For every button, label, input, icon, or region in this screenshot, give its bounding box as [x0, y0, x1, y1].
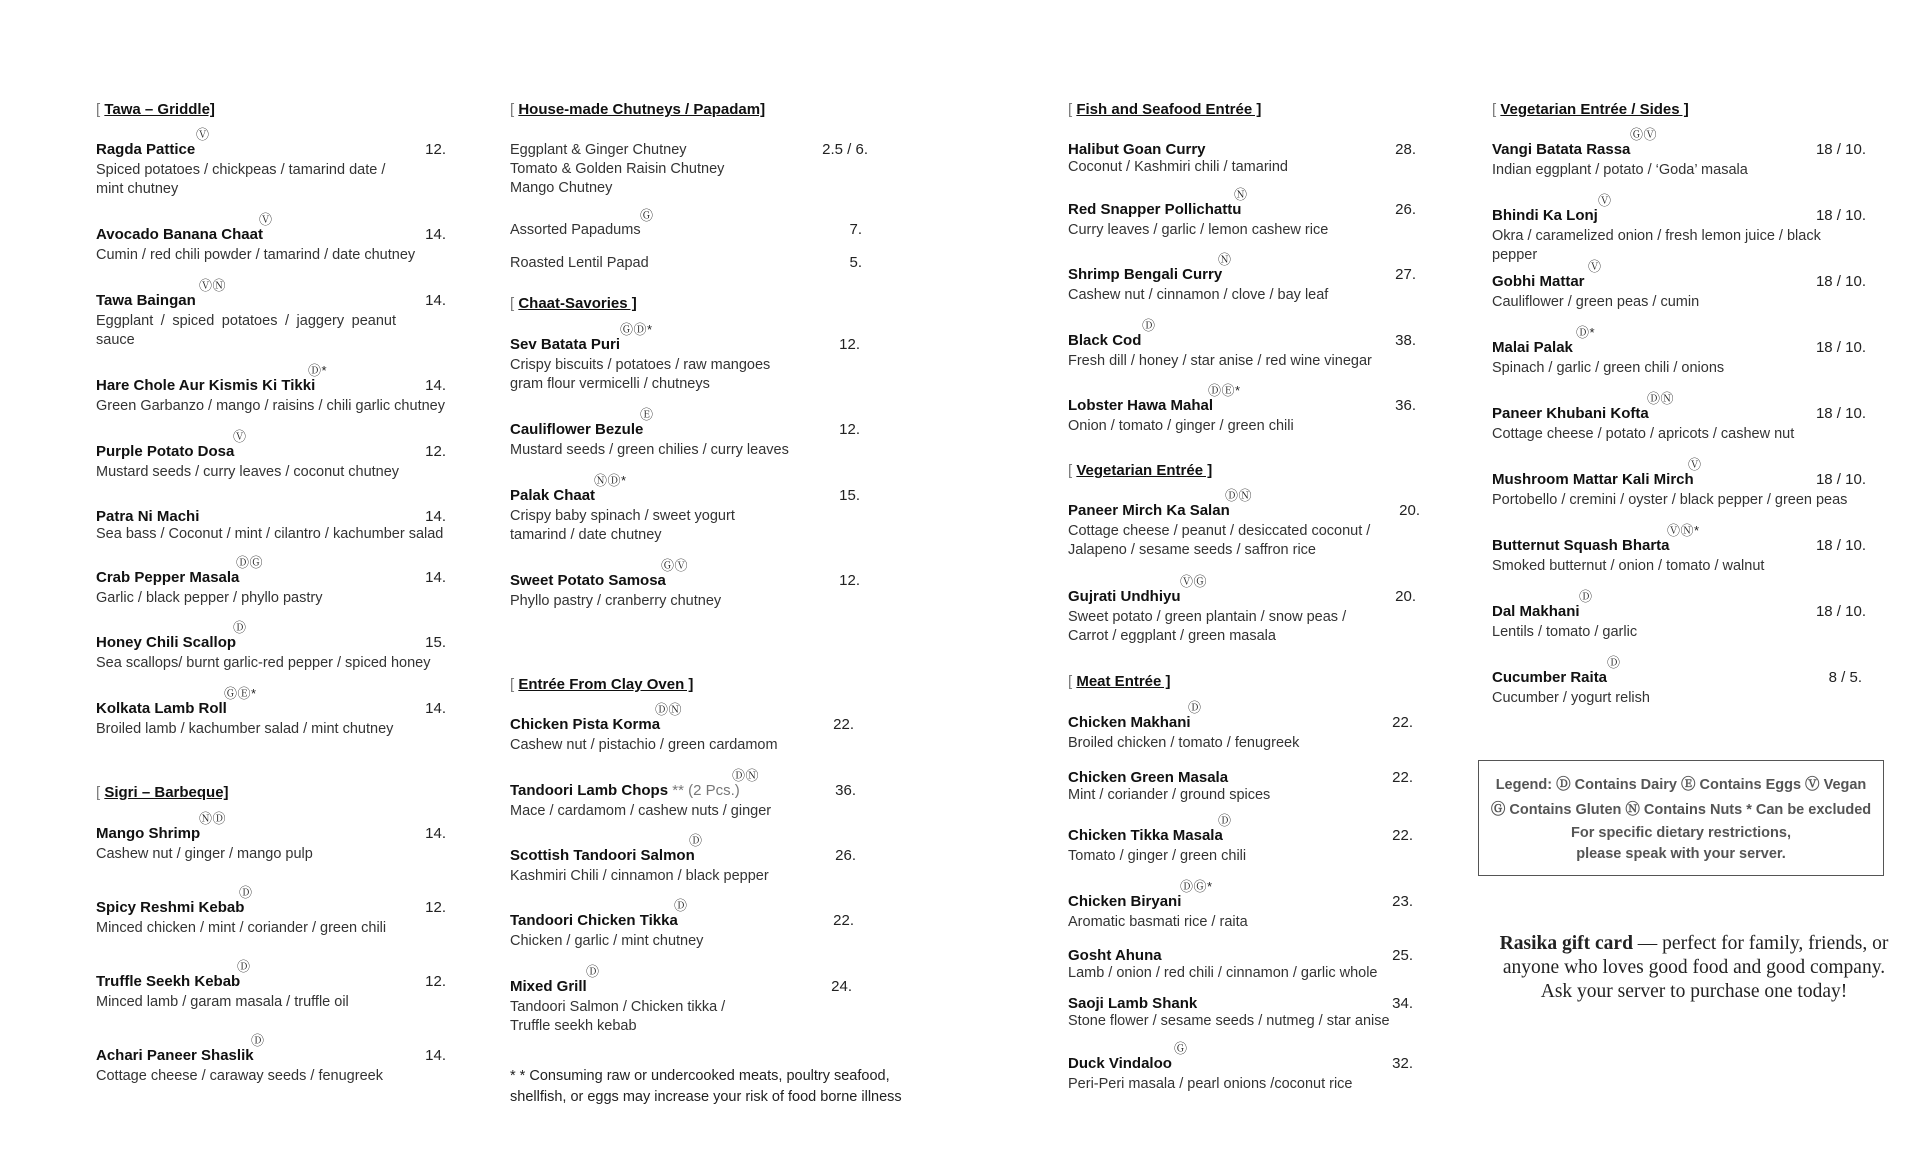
item-description: Cashew nut / ginger / mango pulp: [96, 846, 313, 862]
dietary-tags: Ⓓ: [674, 898, 688, 913]
item-price: 28.: [1395, 141, 1416, 158]
item-price: 36.: [1395, 397, 1416, 414]
dietary-tags: Ⓥ: [1688, 457, 1702, 472]
item-name: Chicken Makhani: [1068, 714, 1191, 731]
item-description: Spinach / garlic / green chili / onions: [1492, 360, 1725, 376]
item-name: Tandoori Lamb Chops: [510, 782, 669, 799]
item-name: Scottish Tandoori Salmon: [510, 847, 695, 864]
dietary-tags: ⓋⓃ: [199, 278, 227, 293]
item-price: 5.: [849, 254, 862, 271]
chutney-line: Mango Chutney: [510, 180, 613, 196]
food-safety-note: * * Consuming raw or undercooked meats, poultry seafood, shellfish, or eggs may increase your risk of food borne illness: [510, 1068, 902, 1105]
item-name: Truffle Seekh Kebab: [96, 973, 241, 990]
item-price: 12.: [839, 572, 860, 589]
item-description: Crispy biscuits / potatoes / raw mangoes gram flour vermicelli / chutneys: [510, 357, 771, 392]
item-name: Purple Potato Dosa: [96, 443, 235, 460]
menu-item: [96, 959, 446, 1012]
item-name: Spicy Reshmi Kebab: [96, 899, 245, 916]
item-price: 34.: [1392, 995, 1413, 1012]
item-name: Paneer Mirch Ka Salan: [1068, 502, 1230, 519]
legend-line: please speak with your server.: [1576, 846, 1786, 862]
menu-item: [1068, 318, 1416, 371]
item-price: 38.: [1395, 332, 1416, 349]
item-price: 12.: [425, 443, 446, 460]
menu-item: [510, 833, 856, 886]
menu-item: [1068, 574, 1416, 646]
menu-item: [1492, 391, 1866, 444]
item-name: Mixed Grill: [510, 978, 587, 995]
menu-item: [96, 620, 446, 673]
item-name: Dal Makhani: [1492, 603, 1580, 620]
item-description: Mustard seeds / curry leaves / coconut chutney: [96, 464, 400, 480]
item-price: 23.: [1392, 893, 1413, 910]
menu-item: [510, 473, 860, 545]
item-name: Palak Chaat: [510, 487, 596, 504]
menu-item: [1068, 383, 1416, 436]
menu-item: [1068, 141, 1416, 177]
dietary-tags: Ⓖ: [640, 208, 654, 223]
item-description: Stone flower / sesame seeds / nutmeg / star anise: [1068, 1013, 1390, 1029]
item-description: Cucumber / yogurt relish: [1492, 690, 1650, 706]
menu-item: [1492, 655, 1862, 708]
section-title-meat: [ Meat Entrée ]: [1068, 673, 1171, 690]
section-title-fish: [ Fish and Seafood Entrée ]: [1068, 101, 1262, 118]
item-price: 14.: [425, 377, 446, 394]
menu-item: [1068, 813, 1413, 866]
menu-item: [1492, 457, 1866, 510]
menu-item: [1068, 187, 1416, 240]
item-description: Cauliflower / green peas / cumin: [1492, 294, 1700, 310]
dietary-tags: ⒹⓃ: [1225, 488, 1253, 503]
item-description: Peri-Peri masala / pearl onions /coconut rice: [1068, 1076, 1353, 1092]
item-name: Red Snapper Pollichattu: [1068, 201, 1242, 218]
item-name: Halibut Goan Curry: [1068, 141, 1206, 158]
item-price: 22.: [833, 716, 854, 733]
dietary-tags: Ⓓ: [239, 885, 253, 900]
section-title-tawa: [ Tawa – Griddle]: [96, 101, 215, 118]
section-title-chutneys: [ House-made Chutneys / Papadam]: [510, 101, 766, 118]
item-description: Mint / coriander / ground spices: [1068, 787, 1271, 803]
item-name: Duck Vindaloo: [1068, 1055, 1172, 1072]
item-price: 12.: [839, 421, 860, 438]
item-name: Lobster Hawa Mahal: [1068, 397, 1214, 414]
dietary-tags: ⒼⓋ: [661, 558, 689, 573]
item-price: 22.: [1392, 714, 1413, 731]
dietary-tags: Ⓓ*: [1576, 325, 1596, 340]
item-description: Smoked butternut / onion / tomato / walnut: [1492, 558, 1765, 574]
item-name: Kolkata Lamb Roll: [96, 700, 227, 717]
item-description: Spiced potatoes / chickpeas / tamarind date / mint chutney: [96, 162, 386, 197]
item-price: 22.: [833, 912, 854, 929]
menu-item: [510, 702, 854, 755]
section-title-chaat: [ Chaat-Savories ]: [510, 295, 637, 312]
menu-item: [510, 322, 860, 394]
dietary-tags: ⒼⒹ*: [620, 322, 653, 337]
item-price: 14.: [425, 569, 446, 586]
dietary-legend: [1478, 760, 1884, 876]
item-description: Mustard seeds / green chilies / curry leaves: [510, 442, 789, 458]
item-description: Minced lamb / garam masala / truffle oil: [96, 994, 349, 1010]
item-price: 14.: [425, 1047, 446, 1064]
menu-item: [96, 212, 446, 265]
dietary-tags: Ⓓ: [251, 1033, 265, 1048]
item-description: Coconut / Kashmiri chili / tamarind: [1068, 159, 1288, 175]
item-price: 18 / 10.: [1815, 207, 1866, 224]
item-name: Sweet Potato Samosa: [510, 572, 666, 589]
item-price: 8 / 5.: [1828, 669, 1862, 686]
item-description: Cashew nut / pistachio / green cardamom: [510, 737, 778, 753]
chutney-line: Tomato & Golden Raisin Chutney: [510, 161, 725, 177]
item-price: 18 / 10.: [1815, 603, 1866, 620]
item-name: Mango Shrimp: [96, 825, 201, 842]
item-description: Sea scallops/ burnt garlic-red pepper / spiced honey: [96, 655, 431, 671]
menu-item: [1068, 700, 1413, 753]
item-description: Portobello / cremini / oyster / black pepper / green peas: [1492, 492, 1848, 508]
item-name: Chicken Biryani: [1068, 893, 1182, 910]
chutney-list: [510, 141, 868, 198]
item-price: 18 / 10.: [1815, 339, 1866, 356]
item-price: 12.: [425, 899, 446, 916]
menu-item: [1068, 1041, 1413, 1094]
menu-item: [1068, 995, 1413, 1031]
menu-item: [96, 278, 446, 350]
gift-card-title: Rasika gift card: [1499, 933, 1633, 954]
section-title-sigri: [ Sigri – Barbeque]: [96, 784, 229, 801]
dietary-tags: ⒼⓋ: [1630, 127, 1658, 142]
item-name: Avocado Banana Chaat: [96, 226, 263, 243]
dietary-tags: Ⓥ: [1588, 259, 1602, 274]
dietary-tags: ⒼⒺ*: [224, 686, 257, 701]
menu-item: [96, 1033, 446, 1086]
item-name: Achari Paneer Shaslik: [96, 1047, 254, 1064]
item-name: Saoji Lamb Shank: [1068, 995, 1198, 1012]
menu-item: [1492, 193, 1866, 265]
item-price: 14.: [425, 226, 446, 243]
gift-card-text: — perfect for family, friends, or: [1632, 933, 1889, 954]
gift-card-text: Ask your server to purchase one today!: [1540, 981, 1848, 1002]
item-name: Malai Palak: [1492, 339, 1573, 356]
legend-line: Ⓖ Contains Gluten Ⓝ Contains Nuts * Can be excluded: [1490, 802, 1872, 818]
item-price: 26.: [835, 847, 856, 864]
menu-item: [96, 363, 446, 416]
item-name: Chicken Green Masala: [1068, 769, 1229, 786]
legend-line: For specific dietary restrictions,: [1571, 825, 1791, 841]
menu-item: [1068, 252, 1416, 305]
item-price: 24.: [831, 978, 852, 995]
item-description: Cottage cheese / caraway seeds / fenugreek: [96, 1068, 383, 1084]
item-name: Assorted Papadums: [510, 222, 641, 238]
item-description: Lamb / onion / red chili / cinnamon / garlic whole: [1068, 965, 1378, 981]
item-description: Kashmiri Chili / cinnamon / black pepper: [510, 868, 769, 884]
item-price: 12.: [425, 973, 446, 990]
item-portion-note: ** (2 Pcs.): [672, 782, 740, 799]
item-description: Tomato / ginger / green chili: [1068, 848, 1247, 864]
item-name: Vangi Batata Rassa: [1492, 141, 1631, 158]
item-description: Eggplant / spiced potatoes / jaggery peanut sauce: [96, 313, 396, 348]
item-name: Crab Pepper Masala: [96, 569, 240, 586]
item-name: Tawa Baingan: [96, 292, 196, 309]
item-name: Black Cod: [1068, 332, 1142, 349]
item-description: Okra / caramelized onion / fresh lemon juice / black pepper: [1492, 228, 1821, 263]
dietary-tags: ⓃⒹ: [199, 811, 227, 826]
dietary-tags: Ⓝ: [1234, 187, 1248, 202]
menu-item: [1068, 879, 1413, 932]
item-description: Phyllo pastry / cranberry chutney: [510, 593, 722, 609]
item-price: 36.: [835, 782, 856, 799]
item-description: Sea bass / Coconut / mint / cilantro / kachumber salad: [96, 526, 444, 542]
dietary-tags: ⓋⓃ*: [1667, 523, 1700, 538]
item-name: Paneer Khubani Kofta: [1492, 405, 1649, 422]
item-description: Chicken / garlic / mint chutney: [510, 933, 704, 949]
menu-item: [96, 127, 446, 199]
item-name: Cucumber Raita: [1492, 669, 1608, 686]
item-price: 22.: [1392, 769, 1413, 786]
item-price: 18 / 10.: [1815, 273, 1866, 290]
dietary-tags: Ⓥ: [233, 429, 247, 444]
dietary-tags: Ⓓ: [237, 959, 251, 974]
dietary-tags: Ⓓ: [689, 833, 703, 848]
item-price: 20.: [1395, 588, 1416, 605]
item-name: Roasted Lentil Papad: [510, 255, 649, 271]
item-price: 26.: [1395, 201, 1416, 218]
menu-item: [510, 254, 862, 273]
item-name: Chicken Pista Korma: [510, 716, 661, 733]
dietary-tags: ⒹⒼ*: [1180, 879, 1213, 894]
item-name: Gobhi Mattar: [1492, 273, 1585, 290]
item-price: 14.: [425, 292, 446, 309]
item-name: Gosht Ahuna: [1068, 947, 1162, 964]
item-price: 22.: [1392, 827, 1413, 844]
item-description: Crispy baby spinach / sweet yogurt tamarind / date chutney: [510, 508, 735, 543]
item-description: Mace / cardamom / cashew nuts / ginger: [510, 803, 772, 819]
dietary-tags: Ⓥ: [1598, 193, 1612, 208]
item-price: 7.: [849, 221, 862, 238]
dietary-tags: Ⓥ: [259, 212, 273, 227]
item-description: Tandoori Salmon / Chicken tikka / Truffle seekh kebab: [510, 999, 726, 1034]
item-price: 12.: [425, 141, 446, 158]
item-name: Hare Chole Aur Kismis Ki Tikki: [96, 377, 316, 394]
menu-item: [96, 429, 446, 482]
dietary-tags: Ⓥ: [196, 127, 210, 142]
item-price: 14.: [425, 700, 446, 717]
item-description: Cottage cheese / potato / apricots / cashew nut: [1492, 426, 1795, 442]
item-price: 2.5 / 6.: [822, 141, 868, 158]
item-description: Cashew nut / cinnamon / clove / bay leaf: [1068, 287, 1329, 303]
dietary-tags: ⒹⓃ: [655, 702, 683, 717]
item-name: Bhindi Ka Lonj: [1492, 207, 1598, 224]
dietary-tags: ⓋⒼ: [1180, 574, 1208, 589]
item-description: Garlic / black pepper / phyllo pastry: [96, 590, 323, 606]
menu-item: [96, 508, 446, 544]
dietary-tags: ⒹⓃ: [732, 768, 760, 783]
dietary-tags: Ⓓ*: [308, 363, 328, 378]
section-title-veg-sides: [ Vegetarian Entrée / Sides ]: [1492, 101, 1689, 118]
item-name: Shrimp Bengali Curry: [1068, 266, 1223, 283]
item-price: 20.: [1399, 502, 1420, 519]
dietary-tags: ⒹⒼ: [236, 555, 264, 570]
item-price: 14.: [425, 508, 446, 525]
menu-item: [1068, 947, 1413, 983]
chutney-line: Eggplant & Ginger Chutney: [510, 142, 687, 158]
dietary-tags: Ⓓ: [586, 964, 600, 979]
item-description: Broiled chicken / tomato / fenugreek: [1068, 735, 1300, 751]
menu-item: [96, 686, 446, 739]
menu-item: [1068, 488, 1420, 560]
item-description: Aromatic basmati rice / raita: [1068, 914, 1248, 930]
menu-item: [96, 885, 446, 938]
legend-line: Legend: Ⓓ Contains Dairy Ⓔ Contains Eggs Ⓥ Vegan: [1495, 777, 1867, 793]
item-description: Fresh dill / honey / star anise / red wine vinegar: [1068, 353, 1372, 369]
menu-item: [510, 208, 862, 240]
item-price: 12.: [839, 336, 860, 353]
item-price: 25.: [1392, 947, 1413, 964]
gift-card-text: anyone who loves good food and good company.: [1502, 957, 1886, 978]
menu-item: [510, 407, 860, 460]
item-price: 18 / 10.: [1815, 141, 1866, 158]
item-description: Curry leaves / garlic / lemon cashew rice: [1068, 222, 1329, 238]
dietary-tags: Ⓔ: [640, 407, 654, 422]
menu-item: [1492, 523, 1866, 576]
dietary-tags: Ⓓ: [1579, 589, 1593, 604]
dietary-tags: Ⓓ: [1188, 700, 1202, 715]
item-name: Mushroom Mattar Kali Mirch: [1492, 471, 1694, 488]
item-price: 18 / 10.: [1815, 405, 1866, 422]
item-name: Sev Batata Puri: [510, 336, 621, 353]
item-description: Minced chicken / mint / coriander / green chili: [96, 920, 387, 936]
dietary-tags: Ⓓ: [1607, 655, 1621, 670]
item-price: 27.: [1395, 266, 1416, 283]
item-name: Butternut Squash Bharta: [1492, 537, 1670, 554]
menu-item: [1492, 325, 1866, 378]
gift-card-promo: [1476, 932, 1912, 1004]
item-price: 15.: [425, 634, 446, 651]
item-price: 32.: [1392, 1055, 1413, 1072]
menu-item: [96, 811, 446, 864]
dietary-tags: Ⓝ: [1218, 252, 1232, 267]
item-description: Lentils / tomato / garlic: [1492, 624, 1638, 640]
item-description: Broiled lamb / kachumber salad / mint chutney: [96, 721, 394, 737]
dietary-tags: Ⓓ: [1218, 813, 1232, 828]
item-description: Onion / tomato / ginger / green chili: [1068, 418, 1294, 434]
item-description: Green Garbanzo / mango / raisins / chili garlic chutney: [96, 398, 445, 414]
section-title-clay-oven: [ Entrée From Clay Oven ]: [510, 676, 694, 693]
item-name: Tandoori Chicken Tikka: [510, 912, 678, 929]
menu-item: [96, 555, 446, 608]
item-price: 18 / 10.: [1815, 537, 1866, 554]
menu-item: [510, 558, 860, 611]
item-description: Cumin / red chili powder / tamarind / date chutney: [96, 247, 416, 263]
menu-item: [510, 768, 856, 821]
menu-item: [1492, 589, 1866, 642]
item-name: Cauliflower Bezule: [510, 421, 644, 438]
item-name: Ragda Pattice: [96, 141, 196, 158]
menu-item: [1068, 769, 1413, 805]
item-price: 14.: [425, 825, 446, 842]
menu-item: [510, 898, 854, 951]
item-price: 15.: [839, 487, 860, 504]
dietary-tags: Ⓖ: [1174, 1041, 1188, 1056]
item-name: Chicken Tikka Masala: [1068, 827, 1223, 844]
menu-item: [1492, 259, 1866, 312]
menu-item: [1492, 127, 1866, 180]
item-name: Honey Chili Scallop: [96, 634, 237, 651]
item-description: Cottage cheese / peanut / desiccated coconut / Jalapeno / sesame seeds / saffron rice: [1068, 523, 1371, 558]
section-title-vegetarian: [ Vegetarian Entrée ]: [1068, 462, 1213, 479]
dietary-tags: ⓃⒹ*: [594, 473, 627, 488]
dietary-tags: ⒹⒺ*: [1208, 383, 1241, 398]
item-name: Gujrati Undhiyu: [1068, 588, 1181, 605]
dietary-tags: ⒹⓃ: [1647, 391, 1675, 406]
item-name: Patra Ni Machi: [96, 508, 200, 525]
item-description: Indian eggplant / potato / ‘Goda’ masala: [1492, 162, 1748, 178]
item-description: Sweet potato / green plantain / snow peas / Carrot / eggplant / green masala: [1068, 609, 1347, 644]
dietary-tags: Ⓓ: [233, 620, 247, 635]
menu-item: [510, 964, 852, 1036]
item-price: 18 / 10.: [1815, 471, 1866, 488]
dietary-tags: Ⓓ: [1142, 318, 1156, 333]
